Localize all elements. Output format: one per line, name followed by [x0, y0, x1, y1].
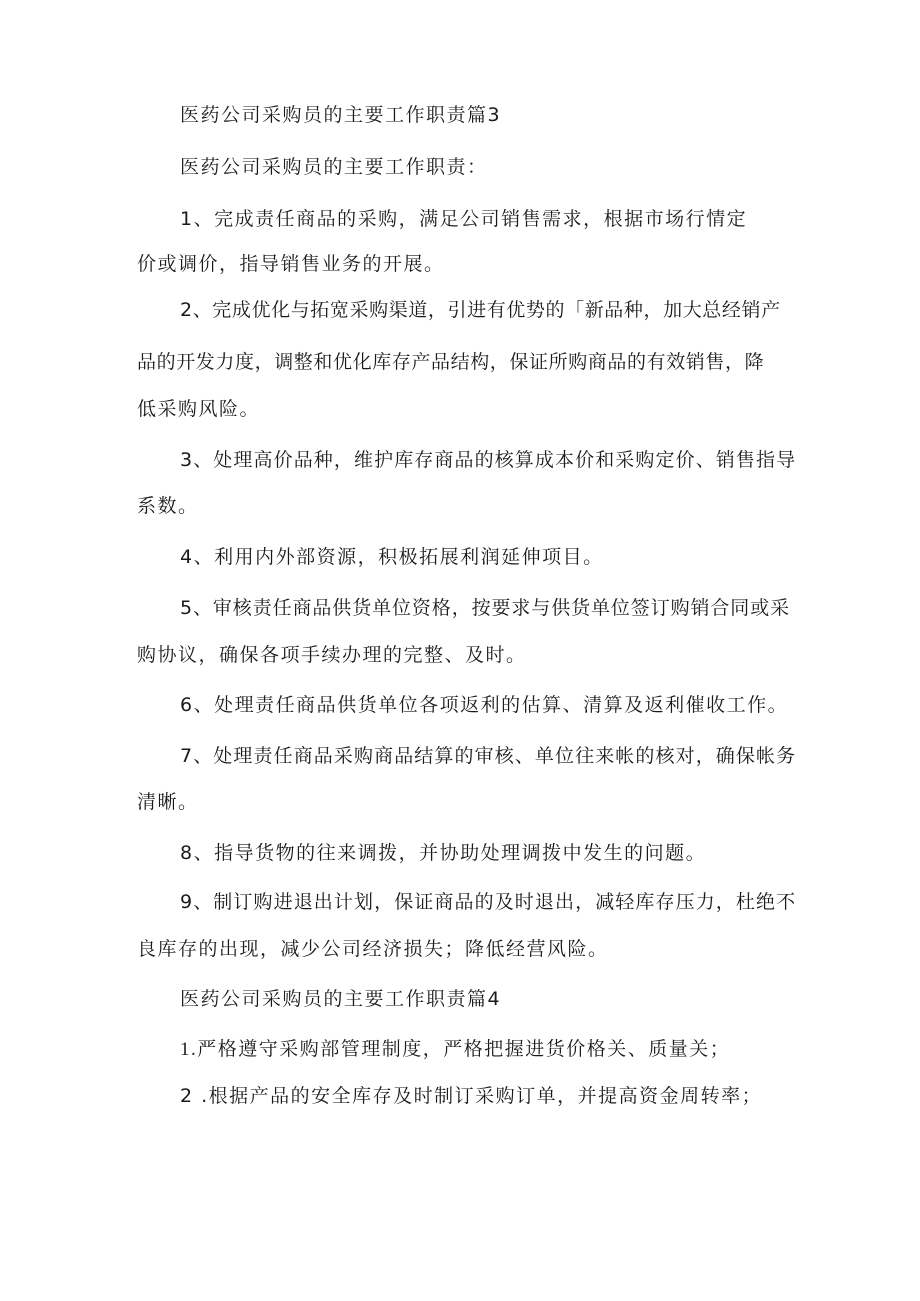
- list-item-5-line-2: 购协议，确保各项手续办理的完整、及时。: [137, 644, 527, 666]
- section-subheading: 医药公司采购员的主要工作职责：: [180, 156, 488, 178]
- list-item-8: 8、指导货物的往来调拨，并协助处理调拨中发生的问题。: [180, 842, 707, 864]
- list-item-6: 6、处理责任商品供货单位各项返利的估算、清算及返利催收工作。: [180, 694, 789, 716]
- list-item-9-line-1: 9、制订购进退出计划，保证商品的及时退出，减轻库存压力，杜绝不: [180, 891, 797, 913]
- list-item-2-line-1: 2、完成优化与拓宽采购渠道，引进有优势的「新品种，加大总经销产: [180, 299, 781, 321]
- list-item-9-line-2: 良库存的出现，减少公司经济损失；降低经营风险。: [137, 938, 609, 960]
- section-4-item-1: 1.严格遵守采购部管理制度，严格把握进货价格关、质量关；: [180, 1039, 731, 1060]
- list-item-2-line-3: 低采购风险。: [137, 398, 261, 420]
- section-heading-4: 医药公司采购员的主要工作职责篇4: [180, 988, 502, 1010]
- section-4-item-2: 2 .根据产品的安全库存及时制订采购订单，并提高资金周转率；: [180, 1085, 763, 1107]
- list-item-7-line-1: 7、处理责任商品采购商品结算的审核、单位往来帐的核对，确保帐务: [180, 745, 797, 767]
- list-item-3-line-1: 3、处理高价品种，维护库存商品的核算成本价和采购定价、销售指导: [180, 449, 797, 471]
- list-item-2-line-2: 品的开发力度，调整和优化库存产品结构，保证所购商品的有效销售，降: [137, 351, 765, 373]
- list-item-1-line-2: 价或调价，指导销售业务的开展。: [137, 253, 445, 275]
- list-item-4: 4、利用内外部资源，积极拓展利润延伸项目。: [180, 546, 604, 568]
- list-item-3-line-2: 系数。: [137, 495, 199, 517]
- section-heading-3: 医药公司采购员的主要工作职责篇3: [180, 104, 502, 126]
- list-item-1-line-1: 1、完成责任商品的采购，满足公司销售需求，根据市场行情定: [180, 208, 748, 230]
- list-item-5-line-1: 5、审核责任商品供货单位资格，按要求与供货单位签订购销合同或采: [180, 597, 790, 619]
- list-item-7-line-2: 清晰。: [137, 791, 199, 813]
